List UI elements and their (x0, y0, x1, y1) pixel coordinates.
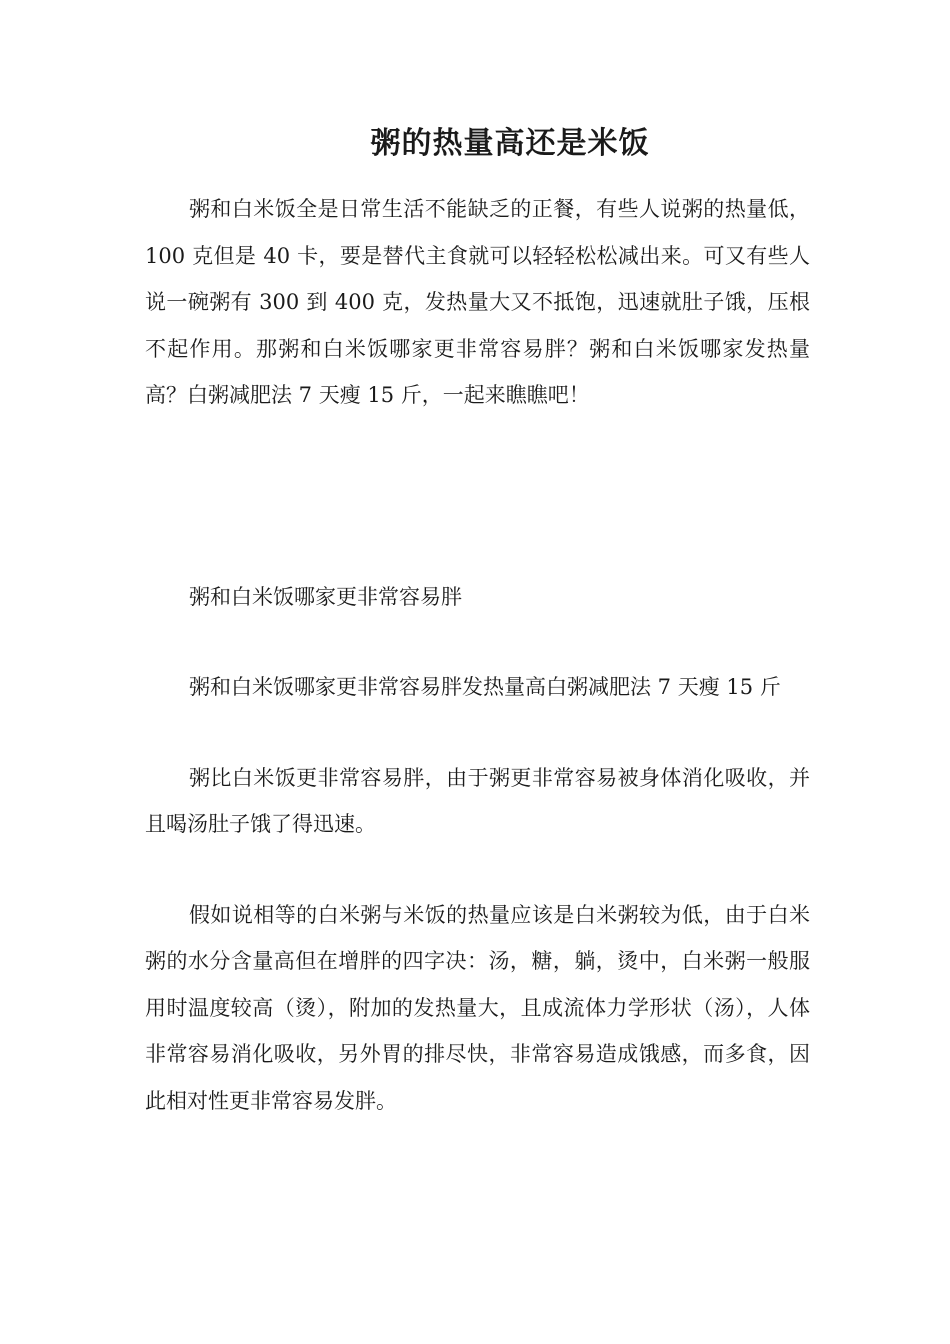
paragraph-intro: 粥和白米饭全是日常生活不能缺乏的正餐，有些人说粥的热量低，100 克但是 40 卡，要是替代主食就可以轻轻松松减出来。可又有些人说一碗粥有 300 到 400 克，发热量大又不抵饱，迅速就肚子饿，压根不起作用。那粥和白米饭哪家更非常容易胖？粥和白米饭哪家发热量高？白粥减肥法 7 天瘦 15 斤，一起来瞧瞧吧！ (145, 197, 810, 407)
document-title: 粥的热量高还是米饭 (370, 126, 650, 161)
document-body (145, 186, 810, 1124)
paragraph-heading: 粥和白米饭哪家更非常容易胖 (189, 584, 462, 609)
paragraph-comparison: 粥比白米饭更非常容易胖，由于粥更非常容易被身体消化吸收，并且喝汤肚子饿了得迅速。 (145, 765, 810, 836)
paragraph-subheading: 粥和白米饭哪家更非常容易胖发热量高白粥减肥法 7 天瘦 15 斤 (189, 675, 781, 699)
paragraph-explanation: 假如说相等的白米粥与米饭的热量应该是白米粥较为低，由于白米粥的水分含量高但在增胖的四字决：汤，糖，躺，烫中，白米粥一般服用时温度较高（烫），附加的发热量大，且成流体力学形状（汤），人体非常容易消化吸收，另外胃的排尽快，非常容易造成饿感，而多食，因此相对性更非常容易发胖。 (145, 902, 810, 1113)
